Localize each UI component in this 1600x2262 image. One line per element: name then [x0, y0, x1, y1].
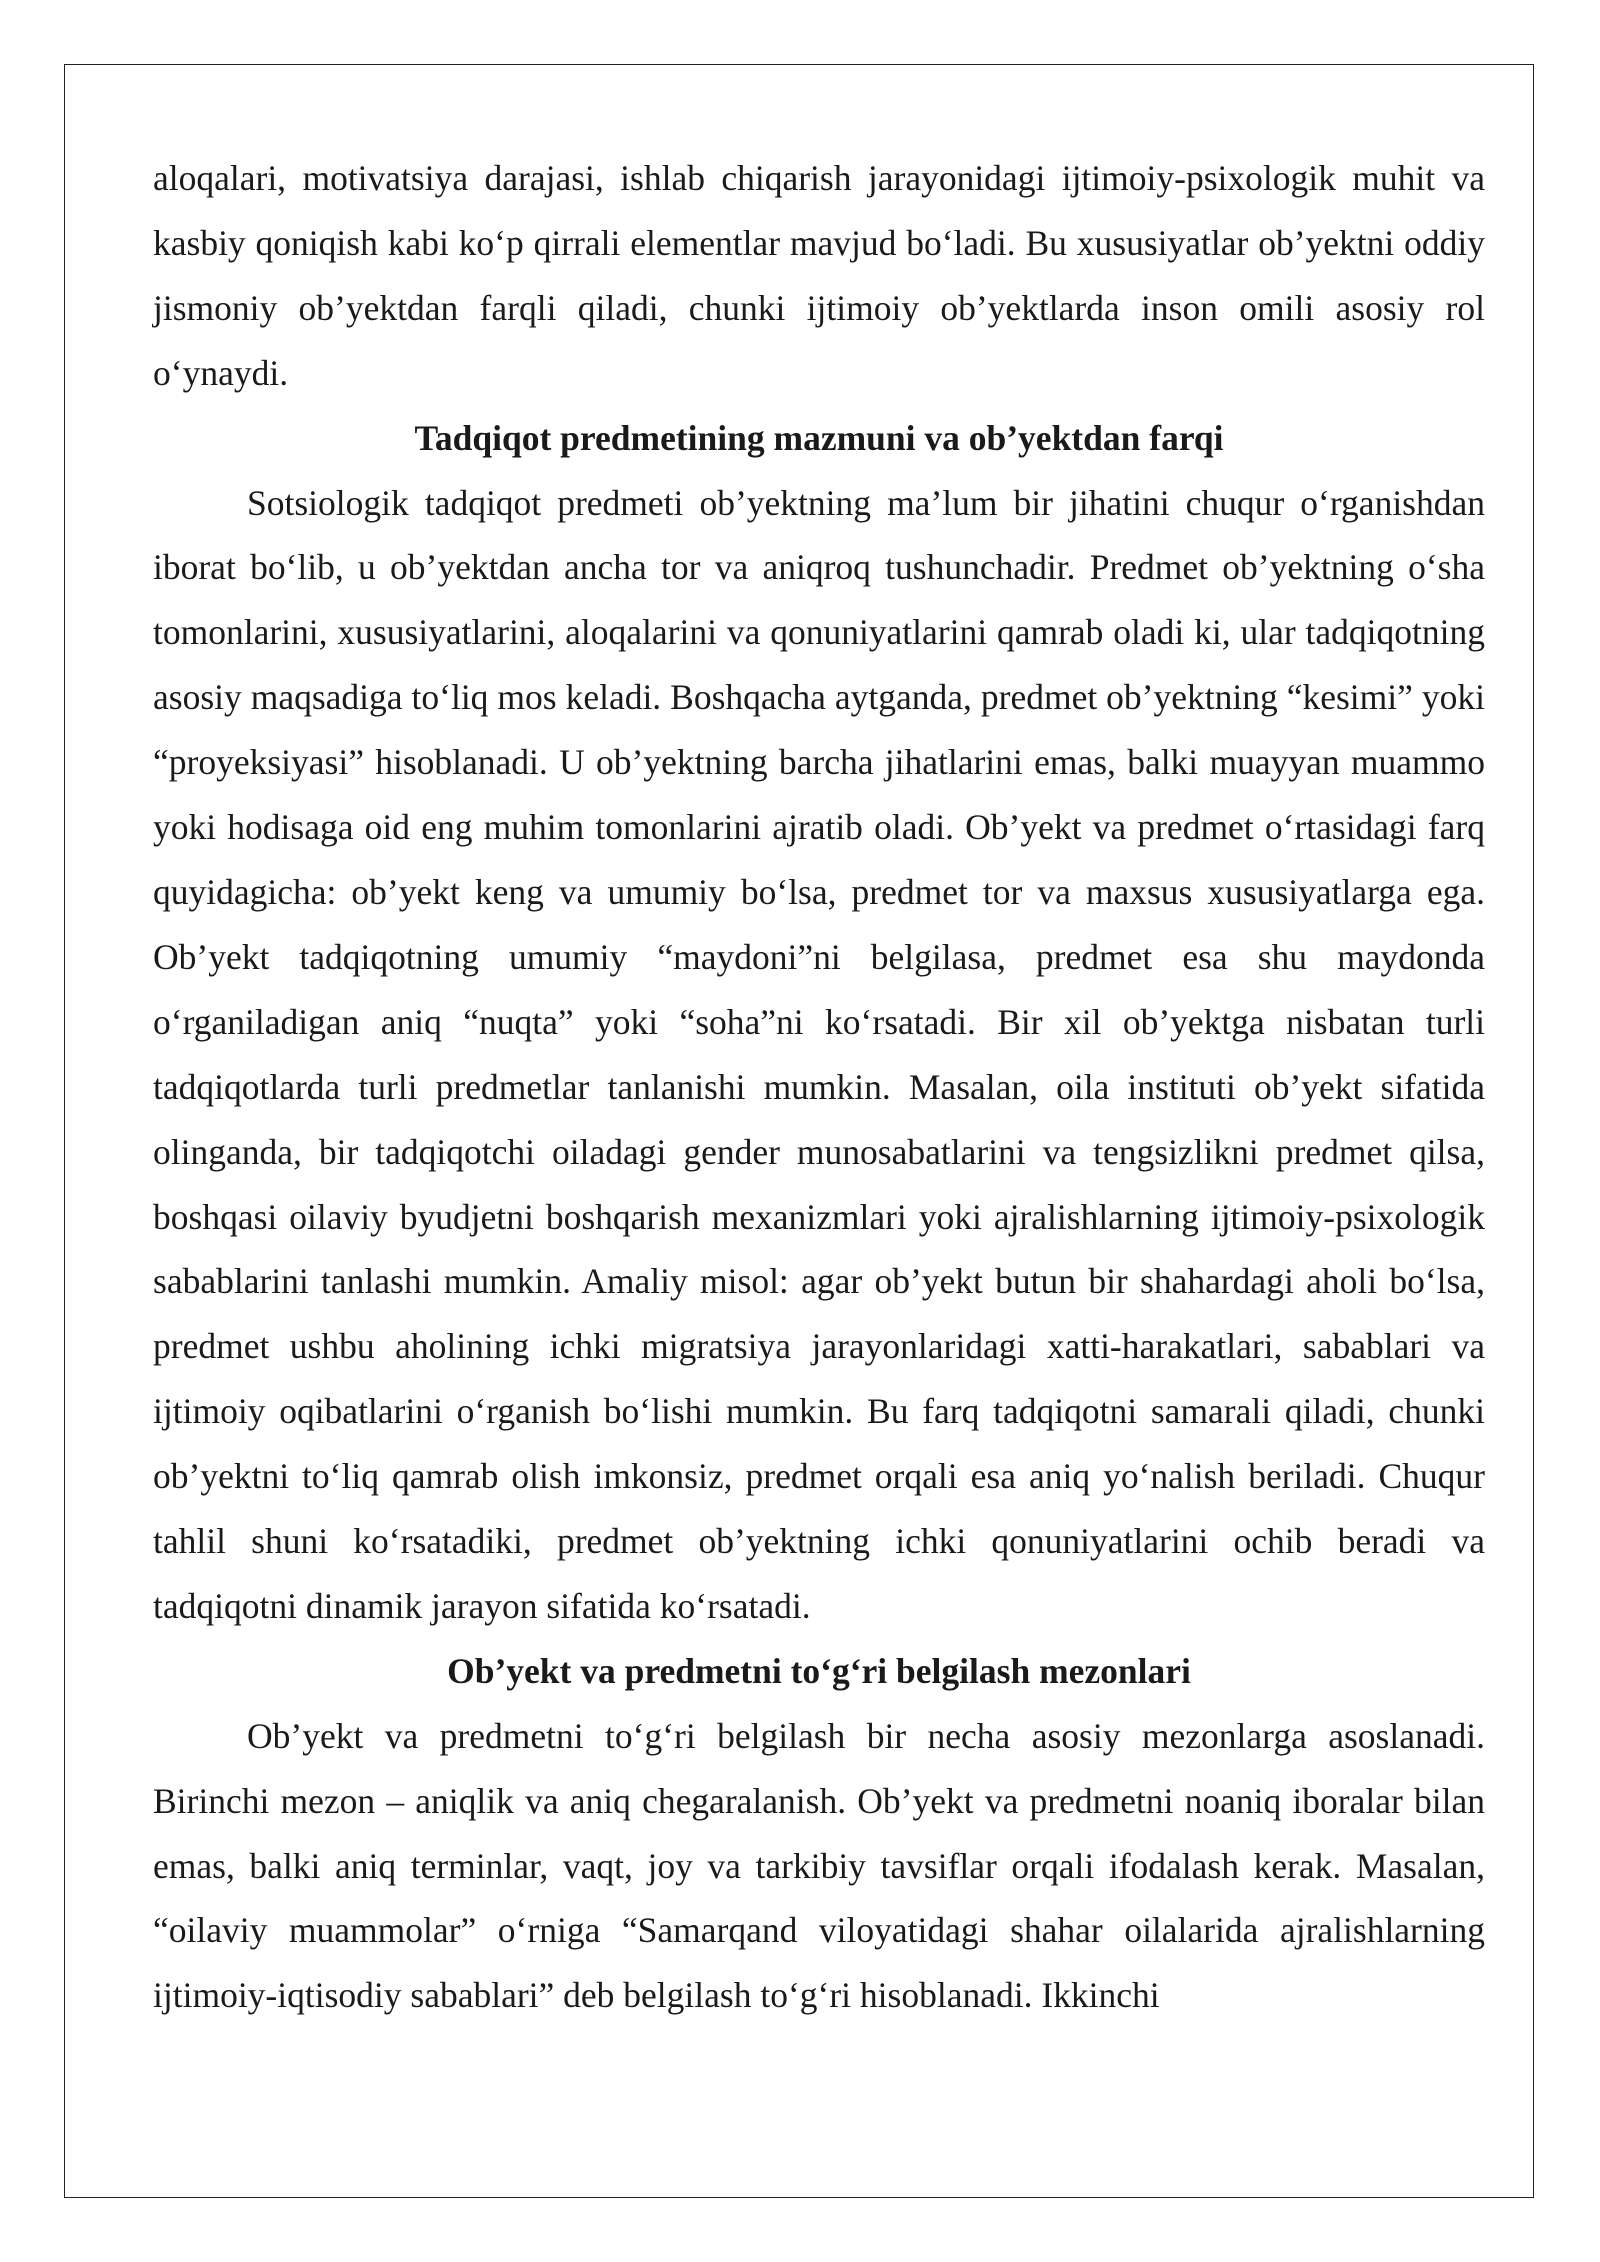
paragraph-predmet: Sotsiologik tadqiqot predmeti ob’yektning ma’lum bir jihatini chuqur o‘rganishdan iborat bo‘lib, u ob’yektdan ancha tor va aniqroq tushunchadir. Predmet ob’yektning o‘sha tomonlarini, xususiyatlarini, aloqalarini va qonuniyatlarini qamrab oladi ki, ular tadqiqotning asosiy maqsadiga to‘liq mos keladi. Boshqacha aytganda, predmet ob’yektning “kesimi” yoki “proyeksiyasi” hisoblanadi. U ob’yektning barcha jihatlarini emas, balki muayyan muammo yoki hodisaga oid eng muhim tomonlarini ajratib oladi. Ob’yekt va predmet o‘rtasidagi farq quyidagicha: ob’yekt keng va umumiy bo‘lsa, predmet tor va maxsus xususiyatlarga ega. Ob’yekt tadqiqotning umumiy “maydoni”ni belgilasa, predmet esa shu maydonda o‘rganiladigan aniq “nuqta” yoki “soha”ni ko‘rsatadi. Bir xil ob’yektga nisbatan turli tadqiqotlarda turli predmetlar tanlanishi mumkin. Masalan, oila instituti ob’yekt sifatida olinganda, bir tadqiqotchi oiladagi gender munosabatlarini va tengsizlikni predmet qilsa, boshqasi oilaviy byudjetni boshqarish mexanizmlari yoki ajralishlarning ijtimoiy-psixologik sabablarini tanlashi mumkin. Amaliy misol: agar ob’yekt butun bir shahardagi aholi bo‘lsa, predmet ushbu aholining ichki migratsiya jarayonlaridagi xatti-harakatlari, sabablari va ijtimoiy oqibatlarini o‘rganish bo‘lishi mumkin. Bu farq tadqiqotni samarali qiladi, chunki ob’yektni to‘liq qamrab olish imkonsiz, predmet orqali esa aniq yo‘nalish beriladi. Chuqur tahlil shuni ko‘rsatadiki, predmet ob’yektning ichki qonuniyatlarini ochib beradi va tadqiqotni dinamik jarayon sifatida ko‘rsatadi.: [153, 482, 1485, 1626]
section-heading-mezonlar: Ob’yekt va predmetni to‘g‘ri belgilash mezonlari: [447, 1650, 1191, 1691]
document-body: [153, 146, 1485, 2028]
paragraph-continuation: aloqalari, motivatsiya darajasi, ishlab chiqarish jarayonidagi ijtimoiy-psixologik muhit va kasbiy qoniqish kabi ko‘p qirrali elementlar mavjud bo‘ladi. Bu xususiyatlar ob’yektni oddiy jismoniy ob’yektdan farqli qiladi, chunki ijtimoiy ob’yektlarda inson omili asosiy rol o‘ynaydi.: [153, 158, 1485, 393]
section-heading-predmet: Tadqiqot predmetining mazmuni va ob’yektdan farqi: [414, 417, 1224, 458]
paragraph-mezonlar: Ob’yekt va predmetni to‘g‘ri belgilash bir necha asosiy mezonlarga asoslanadi. Birinchi mezon – aniqlik va aniq chegaralanish. Ob’yekt va predmetni noaniq iboralar bilan emas, balki aniq terminlar, vaqt, joy va tarkibiy tavsiflar orqali ifodalash kerak. Masalan, “oilaviy muammolar” o‘rniga “Samarqand viloyatidagi shahar oilalarida ajralishlarning ijtimoiy-iqtisodiy sabablari” deb belgilash to‘g‘ri hisoblanadi. Ikkinchi: [153, 1715, 1485, 2016]
